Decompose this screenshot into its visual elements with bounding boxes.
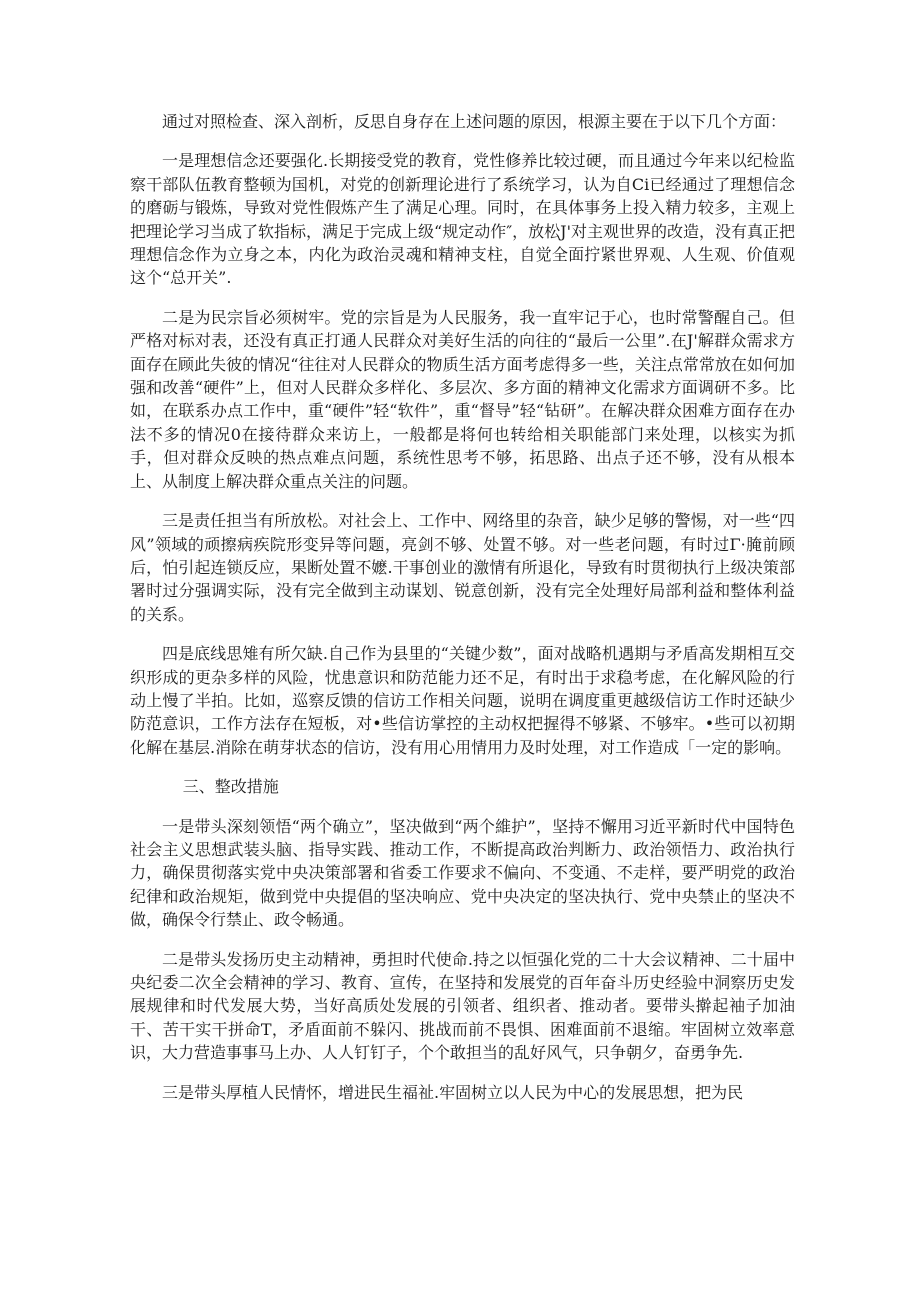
paragraph-responsibility: 三是责任担当有所放松。对社会上、工作中、网络里的杂音，缺少足够的警惕，对一些“四风”领域的顽擦病疾院形变异等问题，亮剑不够、处置不够。对一些老问题，有时过Γ·腌前顾后，怕引起连锁反应，果断处置不嬷.干事创业的激情有所退化，导致有时贯彻执行上级决策部署时过分强调实际，没有完全做到主动谋划、锐意创新，没有完全处理好局部利益和整体利益的关系。 (130, 511, 795, 624)
paragraph-two-establishments: 一是带头深刻领悟“两个确立”，坚决做到“两个維护”，坚持不懈用习近平新时代中国特色社会主义思想武装头脑、指导实践、推动工作，不断提高政治判断力、政治领悟力、政治执行力，确保贯彻落实党中央决策部署和省委工作要求不偏向、不变通、不走样，要严明党的政治纪律和政治规矩，做到党中央提倡的坚决响应、党中央决定的坚决执行、党中央禁止的坚决不做，确保令行禁止、政令畅通。 (130, 816, 795, 930)
document-body (130, 110, 795, 1120)
section-heading-rectification: 三、整改措施 (182, 777, 279, 797)
paragraph-people-sentiment: 三是带头厚植人民情怀，增进民生福祉.牢固树立以人民为中心的发展思想，把为民 (162, 1082, 744, 1102)
paragraph-people-purpose: 二是为民宗旨必须树牢。党的宗旨是为人民服务，我一直牢记于心，也时常警醒自己。但严格对标对表，还没有真正打通人民群众对美好生活的向往的“最后一公里”.在J'解群众需求方面存在顾此失彼的情况“往往对人民群众的物质生活方面考虑得多一些，关注点常常放在如何加强和改善“硬件”上，但对人民群众多样化、多层次、多方面的精神文化需求方面调研不多。比如，在联系办点工作中，重“硬件”轻“软件”，重“督导”轻“钻研”。在解决群众困难方面存在办法不多的情况0在接待群众来访上，一般都是将何也转给相关职能部门来处理，以核实为抓手，但对群众反映的热点难点问题，系统性思考不够，拓思路、出点子还不够，没有从根本上、从制度上解决群众重点关注的问题。 (130, 307, 795, 491)
paragraph-causes-intro: 通过对照检查、深入剖析，反思自身存在上述问题的原因，根源主要在于以下几个方面： (162, 112, 787, 131)
paragraph-historical-initiative: 二是带头发扬历史主动精神，勇担时代使命.持之以恒强化党的二十大会议精神、二十届中央纪委二次全会精神的学习、教育、宣传，在坚持和发展党的百年奋斗历史经验中洞察历史发展规律和时代发展大势，当好高质处发展的引领者、组织者、推动者。要带头擀起袖子加油干、苦干实干拼命T，矛盾面前不躲闪、挑战而前不畏惧、困难面前不退缩。牢固树立效率意识，大力营造事事马上办、人人钉钉子，个个敢担当的乱好风气，只争朝夕，奋勇争先. (130, 949, 795, 1063)
paragraph-ideals-belief: 一是理想信念还要强化.长期接受党的教育，党性修养比较过硬，而且通过今年来以纪检监察干部队伍教育整顿为国机，对党的创新理论进行了系统学习，认为自Ci已经通过了理想信念的磨砺与锻炼，导致对党性假炼产生了满足心理。同时，在具体事务上投入精力较多，主观上把理论学习当成了软指标，满足于完成上级“规定动作″，放松J'对主观世界的改造，没有真正把理想信念作为立身之本，内化为政治灵魂和精神支柱，自觉全面拧紧世界观、人生观、价值观这个“总开关”. (130, 151, 795, 288)
paragraph-bottom-line: 四是底线思雉有所欠缺.自己作为县里的“关键少数”，面对战略机遇期与矛盾高发期相互交织形成的更杂多样的风险，忧患意识和防范能力还不足，有时出于求稳考虑，在化解风险的行动上慢了半拍。比如，巡察反馈的信访工作相关问题，说明在调度重更越级信访工作时还缺少防范意识，工作方法存在短板，对•些信访掌控的主动权把握得不够紧、不够牢。•些可以初期化解在基层.消除在萌芽状态的信访，没有用心用情用力及时处理，对工作造成「一定的影响。 (130, 644, 795, 757)
